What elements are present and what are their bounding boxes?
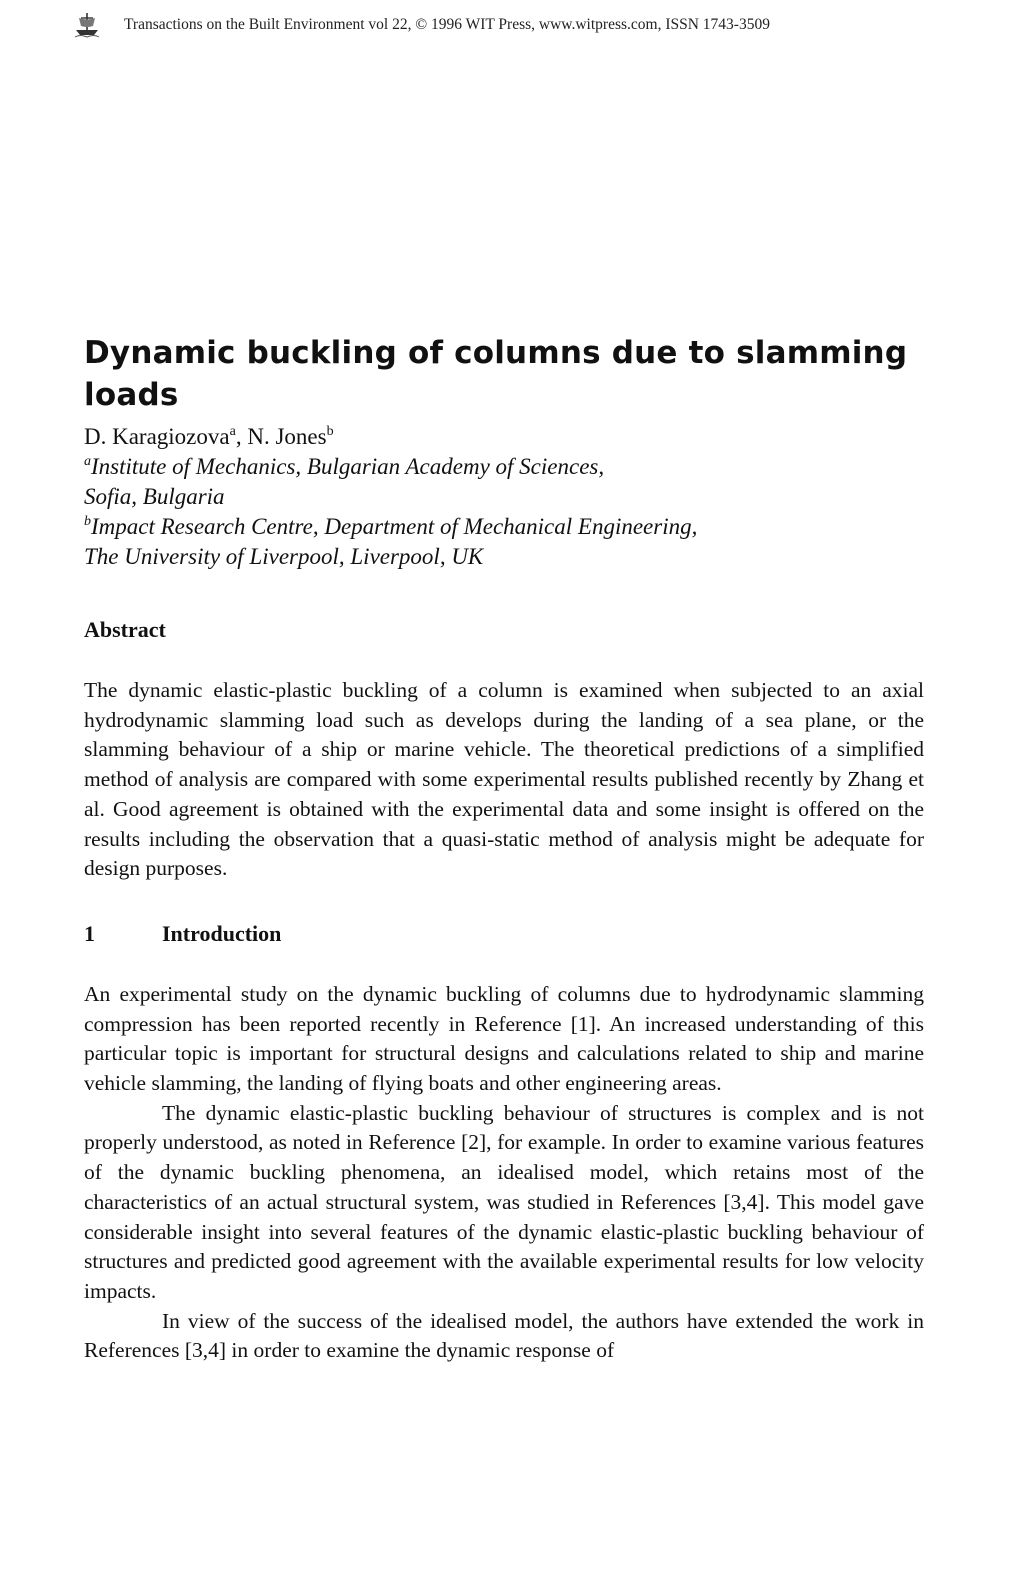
intro-paragraph-2: The dynamic elastic-plastic buckling behaviour of structures is complex and is not properly understood, as noted in Reference [2], for example. In order to examine various features of the dynamic buckling phenomena, an idealised model, which retains most of the characteristics of an actual structural system, was studied in References [3,4]. This model gave considerable insight into several features of the dynamic elastic-plastic buckling behaviour of structures and predicted good agreement with the available experimental results for low velocity impacts. [84,1100,924,1303]
publisher-ship-logo-icon [74,12,100,38]
intro-paragraph-1: An experimental study on the dynamic buckling of columns due to hydrodynamic slamming compression has been reported recently in Reference [1]. An increased understanding of this particular topic is important for structural designs and calculations related to ship and marine vehicle slamming, the landing of flying boats and other engineering areas. [84,981,924,1096]
author-separator: , [235,424,248,449]
paper-title: Dynamic buckling of columns due to slamming loads [84,335,908,413]
section-title: Introduction [162,920,282,946]
section-number: 1 [84,920,95,946]
affiliation-line [84,512,924,542]
intro-paragraph-3: In view of the success of the idealised model, the authors have extended the work in References [3,4] in order to examine the dynamic response of [84,1308,924,1363]
abstract-heading: Abstract [84,617,166,642]
author-name: D. Karagiozova [84,424,230,449]
header-citation: Transactions on the Built Environment vol 22, © 1996 WIT Press, www.witpress.com, ISSN 1743-3509 [124,16,770,33]
affiliation-text: Institute of Mechanics, Bulgarian Academy of Sciences, [91,454,605,479]
abstract-text: The dynamic elastic-plastic buckling of a column is examined when subjected to an axial hydrodynamic slamming load such as develops during the landing of a sea plane, or the slamming behaviour of a ship or marine vehicle. The theoretical predictions of a simplified method of analysis are compared with some experimental results published recently by Zhang et al. Good agreement is obtained with the experimental data and some insight is offered on the results including the observation that a quasi-static method of analysis might be adequate for design purposes. [84,678,924,881]
author-affil-mark: b [326,424,334,439]
introduction-heading [84,920,924,948]
affil-mark: a [84,454,91,469]
affiliation-line [84,452,924,482]
affil-mark: b [84,514,91,529]
paper-content [84,332,924,1366]
affiliation-a [84,452,924,512]
affiliation-line: Sofia, Bulgaria [84,484,225,509]
affiliation-text: Impact Research Centre, Department of Mechanical Engineering, [91,514,698,539]
affiliation-line: The University of Liverpool, Liverpool, UK [84,544,484,569]
author-affil-mark: a [229,424,236,439]
affiliation-b [84,512,924,572]
author-line [84,422,924,452]
page-header [74,10,954,40]
author-name: N. Jones [247,424,327,449]
